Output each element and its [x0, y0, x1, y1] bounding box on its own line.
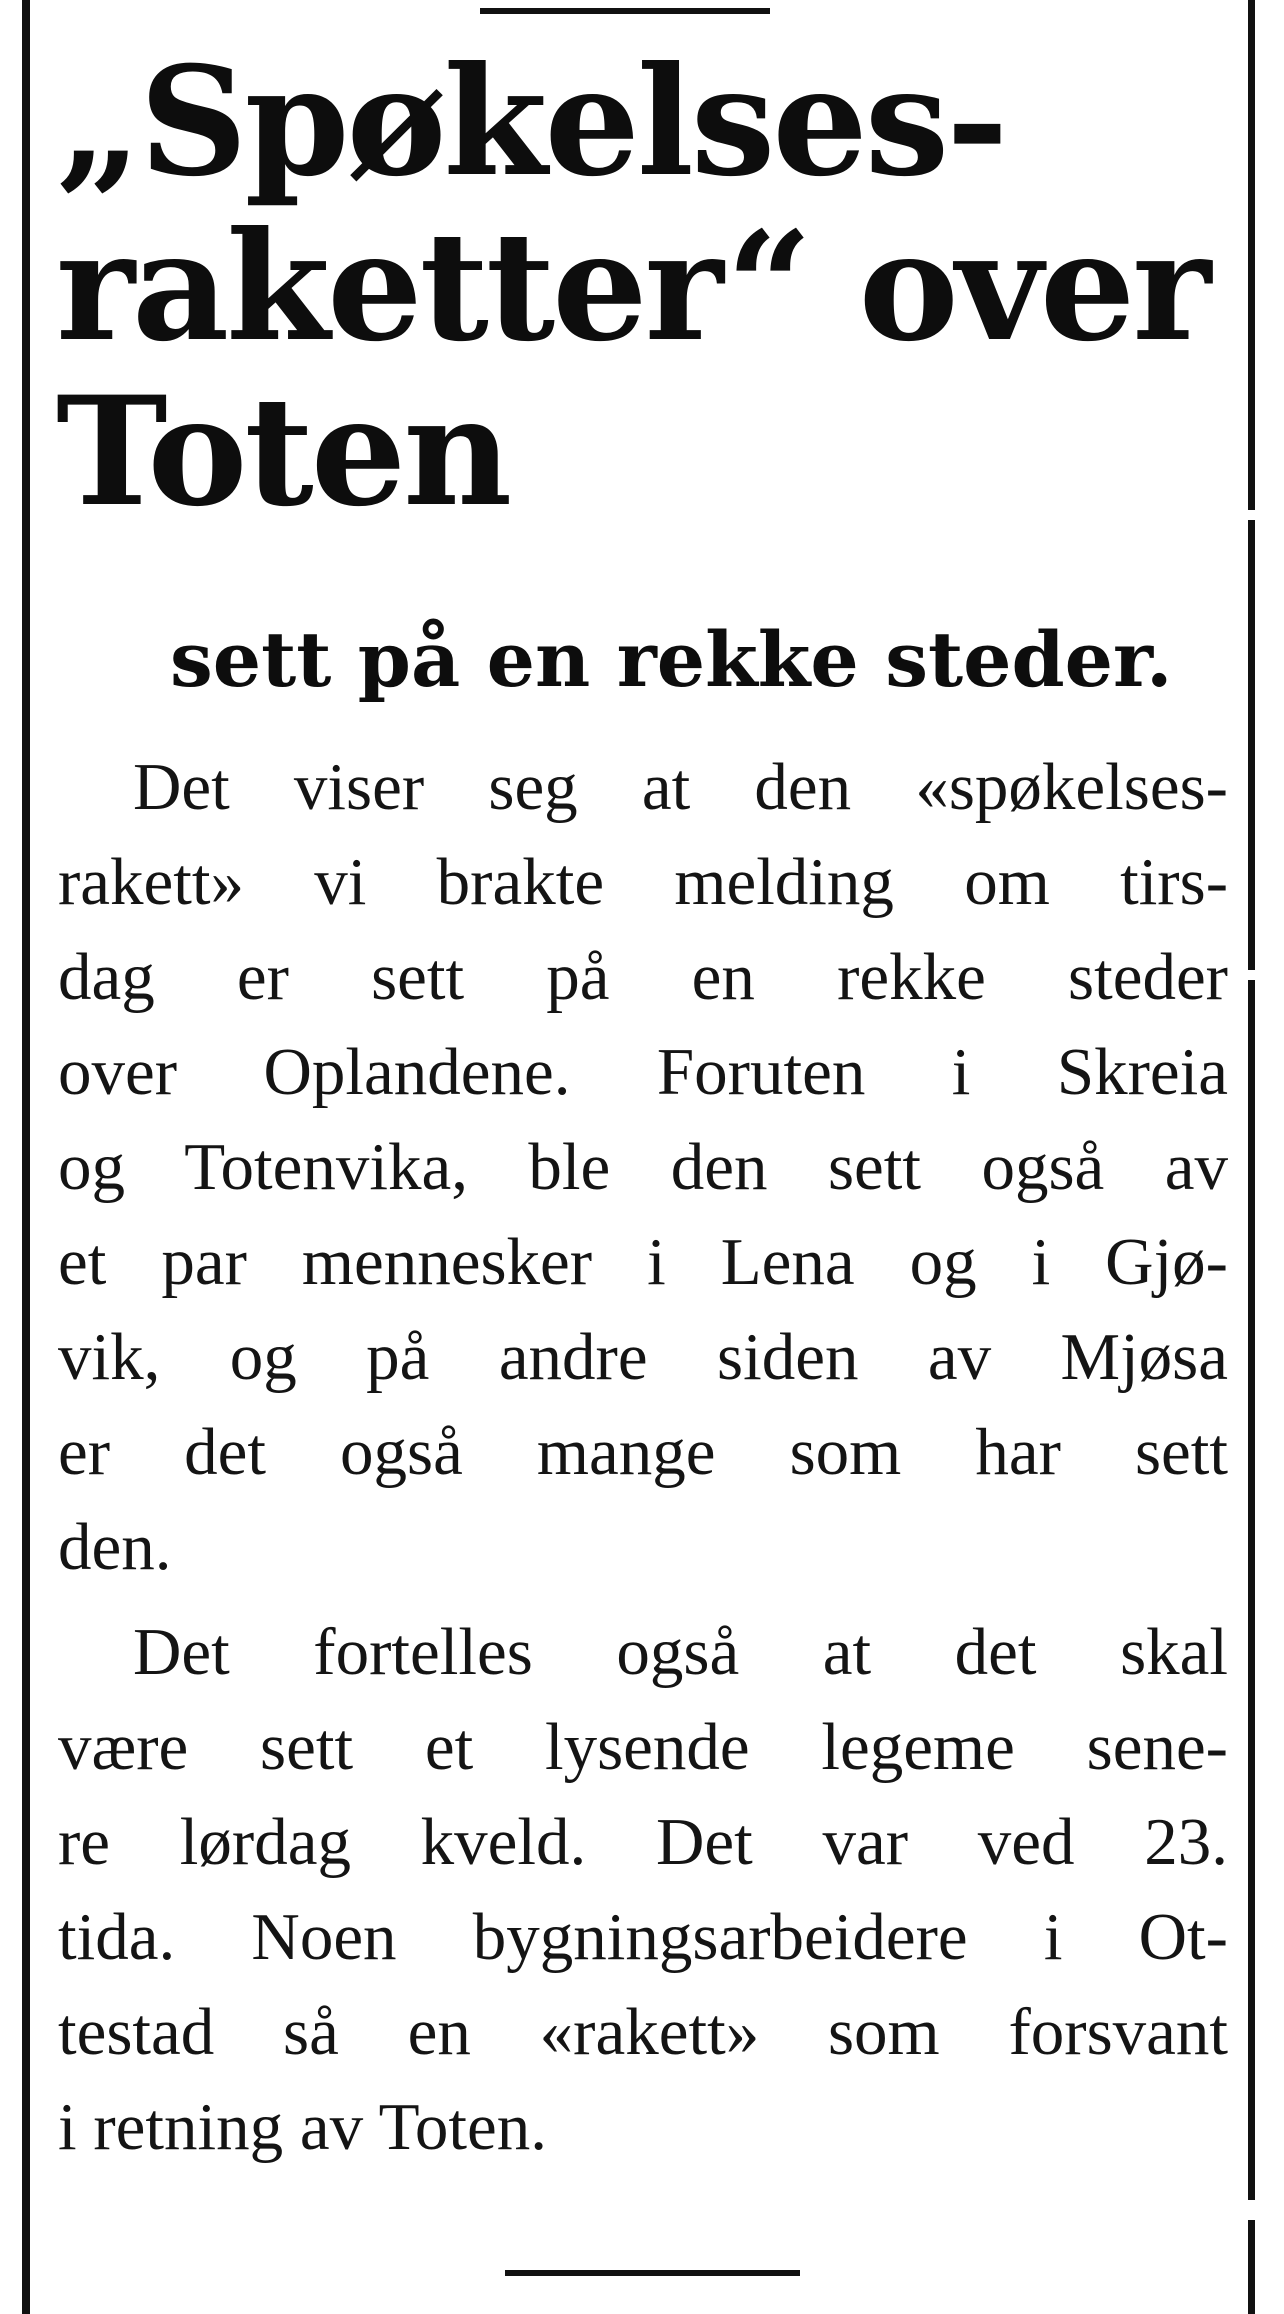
body-line: den. [58, 1510, 172, 1584]
column-rule-right [1248, 520, 1255, 970]
paragraph-1 [58, 740, 1228, 1595]
subheadline: sett på en rekke steder. [170, 615, 1173, 704]
separator-bottom [505, 2270, 800, 2276]
body-line: Det viser seg at den «spøkelses- [133, 750, 1228, 824]
article-body [58, 740, 1228, 2175]
body-line: re lørdag kveld. Det var ved 23. [58, 1805, 1228, 1879]
body-line: tida. Noen bygningsarbeidere i Ot- [58, 1900, 1228, 1974]
headline-line: raketter“ over [56, 199, 1209, 375]
body-line: testad så en «rakett» som forsvant [58, 1995, 1228, 2069]
column-rule-right [1248, 980, 1255, 2200]
headline [56, 34, 1226, 540]
body-line: og Totenvika, ble den sett også av [58, 1130, 1228, 1204]
column-rule-left [22, 0, 30, 2314]
body-line: vik, og på andre siden av Mjøsa [58, 1320, 1228, 1394]
body-line: Det fortelles også at det skal [133, 1615, 1228, 1689]
body-line: er det også mange som har sett [58, 1415, 1228, 1489]
body-line: i retning av Toten. [58, 2090, 548, 2164]
body-line: et par mennesker i Lena og i Gjø- [58, 1225, 1228, 1299]
body-line: være sett et lysende legeme sene- [58, 1710, 1228, 1784]
headline-line: „Spøkelses- [56, 34, 1006, 210]
column-rule-right [1248, 0, 1255, 510]
body-line: dag er sett på en rekke steder [58, 940, 1228, 1014]
headline-line: Toten [56, 364, 510, 540]
column-rule-right [1248, 2220, 1255, 2314]
body-line: rakett» vi brakte melding om tirs- [58, 845, 1228, 919]
body-line: over Oplandene. Foruten i Skreia [58, 1035, 1228, 1109]
paragraph-2 [58, 1605, 1228, 2175]
separator-top [480, 8, 770, 14]
